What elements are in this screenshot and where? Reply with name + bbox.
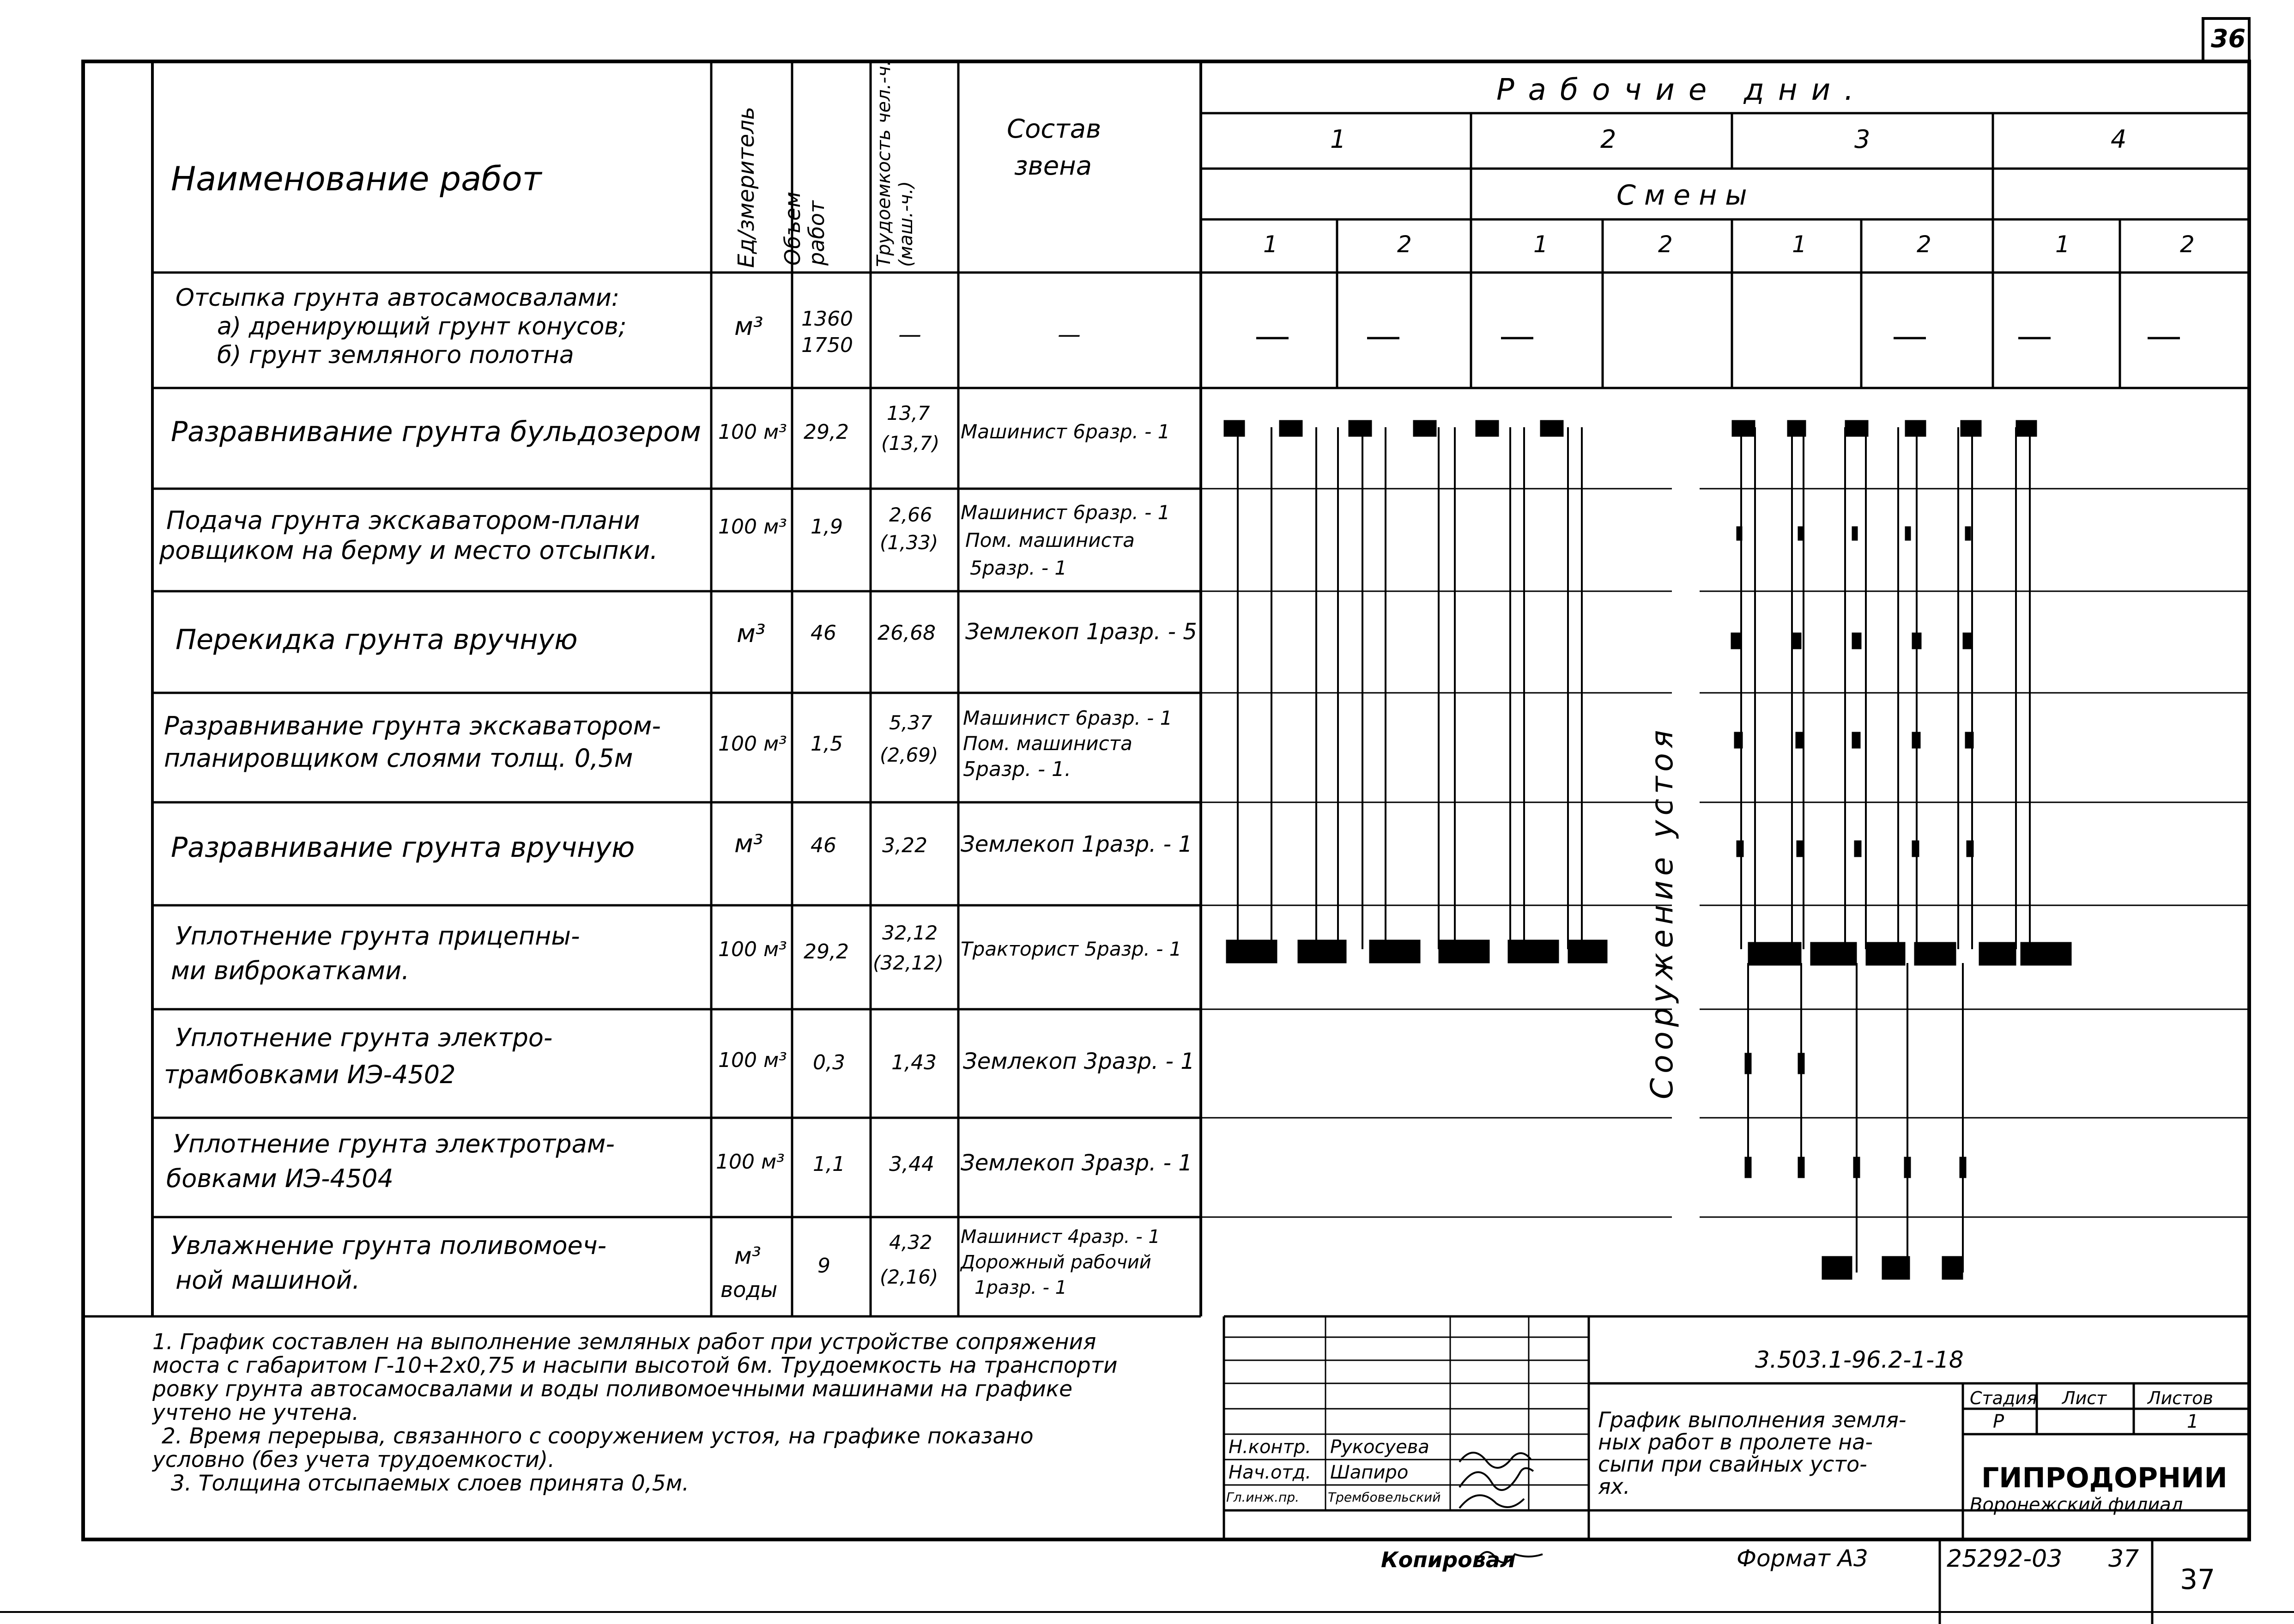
header-working-days: Рабочие дни. <box>1496 73 1868 107</box>
row6-labor: 3,22 <box>882 834 927 857</box>
row6-unit: м³ <box>734 829 763 858</box>
signer-name-1: Рукосуева <box>1330 1436 1429 1458</box>
note-line-6: условно (без учета трудоемкости). <box>152 1447 555 1473</box>
note-line-3: ровку грунта автосамосвалами и воды поливомоечными машинами на графике <box>152 1376 1073 1402</box>
row10-crew-2: Дорожный рабочий <box>961 1252 1151 1273</box>
shift-4: 2 <box>1658 231 1673 258</box>
outer-frame <box>83 61 2249 1539</box>
row1-volume-2: 1750 <box>801 333 853 357</box>
row3-unit: 100 м³ <box>718 515 787 539</box>
cycle1-path-a <box>1238 427 1249 949</box>
row4-unit: м³ <box>737 619 766 648</box>
row10-crew-3: 1разр. - 1 <box>974 1277 1067 1298</box>
row1-volume-1: 1360 <box>801 307 853 331</box>
stage-value: Р <box>1993 1411 2004 1432</box>
row3-crew-2: Пом. машиниста <box>965 529 1135 551</box>
doc-title <box>1598 1409 1906 1497</box>
row2-name: Разравнивание грунта бульдозером <box>171 416 702 448</box>
inventory-number: 25292-03 <box>1947 1545 2063 1573</box>
row10-crew-1: Машинист 4разр. - 1 <box>961 1226 1160 1248</box>
header-labor: Трудоемкость чел.-ч. (маш.-ч.) <box>873 60 917 267</box>
row10-unit-1: м³ <box>734 1242 761 1269</box>
inventory-page: 37 <box>2108 1545 2139 1573</box>
row3-labor-1: 2,66 <box>889 503 932 526</box>
note-line-7: 3. Толщина отсыпаемых слоев принята 0,5м. <box>171 1471 689 1496</box>
shift-8: 2 <box>2180 231 2195 258</box>
org-name: ГИПРОДОРНИИ <box>1981 1462 2227 1494</box>
row3-crew-3: 5разр. - 1 <box>970 557 1067 579</box>
row1-crew: — <box>1058 321 1081 348</box>
row7-labor-2: (32,12) <box>873 951 944 974</box>
sheets-label: Листов <box>2148 1388 2213 1408</box>
row8-volume: 0,3 <box>813 1051 845 1074</box>
row8-name-l2: трамбовками ИЭ-4502 <box>164 1060 456 1089</box>
row5-crew-2: Пом. машиниста <box>963 732 1132 755</box>
doc-title-line-2: ных работ в пролете на- <box>1598 1430 1873 1454</box>
row4-labor: 26,68 <box>878 621 936 645</box>
row5-unit: 100 м³ <box>718 732 787 756</box>
row9-name-l1: Уплотнение грунта электротрам- <box>173 1129 615 1158</box>
row1-unit: м³ <box>734 312 763 341</box>
branch-name: Воронежский филиал <box>1970 1494 2183 1515</box>
row9-volume: 1,1 <box>813 1152 845 1176</box>
signer-name-2: Шапиро <box>1330 1462 1409 1483</box>
header-shifts: Смены <box>1616 179 1755 212</box>
doc-title-line-4: ях. <box>1598 1474 1630 1499</box>
row3-name-l1: Подача грунта экскаватором-плани <box>166 506 640 535</box>
day-3: 3 <box>1854 125 1870 154</box>
row10-unit-2: воды <box>720 1277 778 1302</box>
day-4: 4 <box>2111 125 2127 154</box>
row5-crew-3: 5разр. - 1. <box>963 757 1071 781</box>
shift-3: 1 <box>1533 231 1548 258</box>
row10-name-l2: ной машиной. <box>176 1266 360 1295</box>
row10-labor-2: (2,16) <box>880 1266 938 1288</box>
row8-crew: Землекоп 3разр. - 1 <box>963 1048 1195 1074</box>
cycle1-path-c <box>1302 427 1316 949</box>
row6-volume: 46 <box>811 834 836 857</box>
row6-name: Разравнивание грунта вручную <box>171 831 635 864</box>
header-crew: Состав звена <box>1007 114 1102 181</box>
gap-label: Сооружение устоя <box>1644 725 1680 1099</box>
row9-crew: Землекоп 3разр. - 1 <box>961 1150 1192 1176</box>
sheet-label: Лист <box>2062 1388 2107 1408</box>
stage-label: Стадия <box>1970 1388 2037 1408</box>
row6-crew: Землекоп 1разр. - 1 <box>961 831 1192 857</box>
row10-labor-1: 4,32 <box>889 1231 932 1254</box>
row1-name-l1: Отсыпка грунта автосамосвалами: <box>176 284 620 312</box>
row5-name-l1: Разравнивание грунта экскаватором- <box>164 711 661 740</box>
header-volume: Объем работ <box>780 191 829 266</box>
row4-volume: 46 <box>811 621 836 645</box>
signer-role-1: Н.контр. <box>1229 1436 1311 1458</box>
note-line-1: 1. График составлен на выполнение земляных работ при устройстве сопряжения <box>152 1329 1096 1355</box>
day-2: 2 <box>1600 125 1616 154</box>
row9-unit: 100 м³ <box>716 1150 785 1174</box>
doc-code: 3.503.1-96.2-1-18 <box>1755 1346 1964 1373</box>
row2-volume: 29,2 <box>804 420 849 444</box>
schedule-graphic <box>1224 338 2180 1279</box>
row1-name-l2: а) дренирующий грунт конусов; <box>217 313 627 340</box>
row1-labor: — <box>898 321 921 348</box>
copied-label: Копировал <box>1381 1547 1516 1572</box>
signature-2 <box>1459 1468 1533 1490</box>
doc-title-line-3: сыпи при свайных усто- <box>1598 1452 1867 1477</box>
shift-7: 1 <box>2055 231 2070 258</box>
row7-name-l1: Уплотнение грунта прицепны- <box>176 921 580 951</box>
row8-name-l1: Уплотнение грунта электро- <box>176 1023 553 1052</box>
row3-volume: 1,9 <box>811 515 843 539</box>
sheet-number-top: 36 <box>2211 24 2246 53</box>
row1-name-l3: б) грунт земляного полотна <box>217 341 574 369</box>
day-1: 1 <box>1330 125 1346 154</box>
row4-crew: Землекоп 1разр. - 5 <box>965 619 1197 645</box>
row9-name-l2: бовками ИЭ-4504 <box>166 1164 393 1193</box>
format-label: Формат А3 <box>1737 1545 1868 1572</box>
row9-labor: 3,44 <box>889 1152 934 1176</box>
row5-labor-1: 5,37 <box>889 711 932 734</box>
row7-name-l2: ми виброкатками. <box>171 956 410 985</box>
shift-1: 1 <box>1263 231 1278 258</box>
signature-3 <box>1459 1495 1524 1508</box>
doc-title-line-1: График выполнения земля- <box>1598 1407 1907 1432</box>
signer-role-2: Нач.отд. <box>1229 1462 1312 1483</box>
header-unit: Ед/змеритель <box>733 106 759 268</box>
row8-labor: 1,43 <box>891 1051 937 1074</box>
row10-volume: 9 <box>817 1254 830 1278</box>
row2-crew: Машинист 6разр. - 1 <box>961 420 1170 443</box>
row2-labor-1: 13,7 <box>887 402 930 424</box>
row5-volume: 1,5 <box>811 732 843 756</box>
signer-role-3: Гл.инж.пр. <box>1226 1490 1300 1505</box>
row7-crew: Тракторист 5разр. - 1 <box>961 938 1182 960</box>
row3-name-l2: ровщиком на берму и место отсыпки. <box>159 536 658 565</box>
row7-labor-1: 32,12 <box>882 921 938 944</box>
shift-5: 1 <box>1792 231 1807 258</box>
row5-labor-2: (2,69) <box>880 744 938 766</box>
row2-labor-2: (13,7) <box>881 432 940 454</box>
row8-unit: 100 м³ <box>718 1048 787 1072</box>
row10-name-l1: Увлажнение грунта поливомоеч- <box>171 1231 607 1260</box>
notes <box>152 1330 1118 1495</box>
row5-name-l2: планировщиком слоями толщ. 0,5м <box>164 744 633 773</box>
shift-2: 2 <box>1397 231 1412 258</box>
row3-crew-1: Машинист 6разр. - 1 <box>961 501 1170 524</box>
shift-6: 2 <box>1917 231 1931 258</box>
note-line-5: 2. Время перерыва, связанного с сооружением устоя, на графике показано <box>162 1424 1034 1449</box>
row5-crew-1: Машинист 6разр. - 1 <box>963 707 1173 729</box>
header-name-of-works: Наименование работ <box>171 159 542 198</box>
row7-unit: 100 м³ <box>718 938 787 961</box>
note-line-4: учтено не учтена. <box>152 1400 359 1425</box>
sheets-value: 1 <box>2187 1411 2199 1432</box>
row7-volume: 29,2 <box>804 940 849 963</box>
signer-name-3: Трембовельский <box>1328 1490 1441 1505</box>
cycle1-path-b <box>1261 427 1271 949</box>
note-line-2: моста с габаритом Г-10+2х0,75 и насыпи высотой 6м. Трудоемкость на транспорти <box>152 1353 1118 1378</box>
page-number: 37 <box>2180 1563 2215 1596</box>
row3-labor-2: (1,33) <box>880 531 938 554</box>
row4-name: Перекидка грунта вручную <box>176 624 578 656</box>
row2-unit: 100 м³ <box>718 420 787 444</box>
